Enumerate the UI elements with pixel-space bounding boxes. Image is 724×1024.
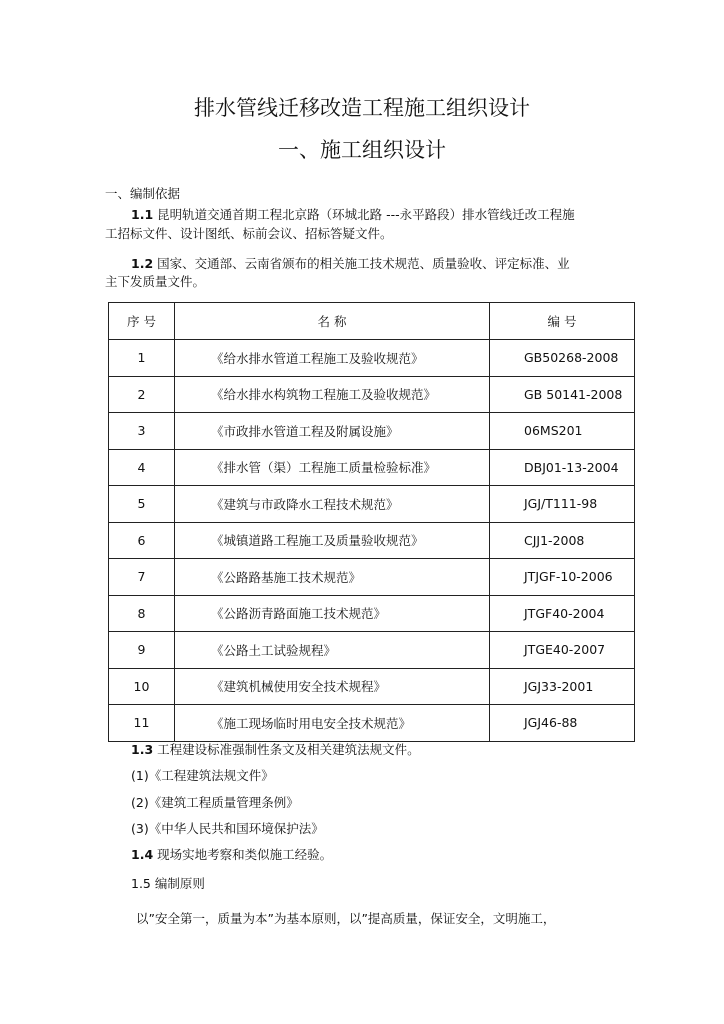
header-no: 序 号 [109, 303, 175, 340]
section-heading: 一、编制依据 [105, 186, 181, 201]
item-1-5-heading: 1.5 编制原则 [131, 876, 205, 891]
table-row [109, 668, 635, 705]
document-title: 排水管线迁移改造工程施工组织设计 [194, 96, 530, 120]
row-no: 5 [109, 486, 175, 523]
table-row [109, 340, 635, 377]
row-name: 《公路沥青路面施工技术规范》 [175, 595, 490, 632]
item-1-3-number: 1.3 [131, 742, 154, 757]
row-code: DBJ01-13-2004 [490, 449, 635, 486]
standards-table [108, 302, 635, 742]
item-1-1-text: 昆明轨道交通首期工程北京路（环城北路 ---永平路段）排水管线迁改工程施 [153, 207, 575, 222]
item-1-2-line1 [131, 256, 570, 272]
item-1-1-line2: 工招标文件、设计图纸、标前会议、招标答疑文件。 [105, 226, 393, 241]
row-no: 3 [109, 413, 175, 450]
principle-paragraph: 以”安全第一，质量为本”为基本原则，以”提高质量，保证安全，文明施工， [136, 911, 556, 926]
row-code: JGJ46-88 [490, 705, 635, 742]
row-code: JTGE40-2007 [490, 632, 635, 669]
row-no: 1 [109, 340, 175, 377]
item-1-4 [131, 847, 332, 863]
law-item: (3)《中华人民共和国环境保护法》 [131, 821, 324, 836]
table-row [109, 486, 635, 523]
table-header-row [109, 303, 635, 340]
row-no: 7 [109, 559, 175, 596]
row-name: 《公路土工试验规程》 [175, 632, 490, 669]
row-name: 《建筑机械使用安全技术规程》 [175, 668, 490, 705]
table-row [109, 705, 635, 742]
table-row [109, 522, 635, 559]
row-name: 《给水排水管道工程施工及验收规范》 [175, 340, 490, 377]
row-name: 《市政排水管道工程及附属设施》 [175, 413, 490, 450]
header-code: 编 号 [490, 303, 635, 340]
law-item: (2)《建筑工程质量管理条例》 [131, 795, 299, 810]
table-row [109, 559, 635, 596]
table-row [109, 632, 635, 669]
row-no: 4 [109, 449, 175, 486]
item-1-3-text: 工程建设标准强制性条文及相关建筑法规文件。 [153, 742, 420, 757]
item-1-1-line1 [131, 207, 575, 223]
table-row [109, 449, 635, 486]
document-subtitle: 一、施工组织设计 [278, 138, 446, 162]
table-row [109, 595, 635, 632]
row-code: GB50268-2008 [490, 340, 635, 377]
item-1-4-text: 现场实地考察和类似施工经验。 [153, 847, 333, 862]
row-no: 8 [109, 595, 175, 632]
table-row [109, 376, 635, 413]
row-no: 11 [109, 705, 175, 742]
item-1-2-number: 1.2 [131, 256, 154, 271]
row-code: CJJ1-2008 [490, 522, 635, 559]
row-name: 《施工现场临时用电安全技术规范》 [175, 705, 490, 742]
row-no: 10 [109, 668, 175, 705]
row-name: 《排水管（渠）工程施工质量检验标准》 [175, 449, 490, 486]
item-1-4-number: 1.4 [131, 847, 154, 862]
row-no: 2 [109, 376, 175, 413]
row-name: 《建筑与市政降水工程技术规范》 [175, 486, 490, 523]
row-code: GB 50141-2008 [490, 376, 635, 413]
law-item: (1)《工程建筑法规文件》 [131, 768, 274, 783]
row-code: JGJ33-2001 [490, 668, 635, 705]
row-code: JTGF40-2004 [490, 595, 635, 632]
item-1-3 [131, 742, 420, 758]
row-code: JTJGF-10-2006 [490, 559, 635, 596]
row-no: 6 [109, 522, 175, 559]
row-name: 《公路路基施工技术规范》 [175, 559, 490, 596]
row-no: 9 [109, 632, 175, 669]
table-row [109, 413, 635, 450]
header-name: 名 称 [175, 303, 490, 340]
item-1-1-number: 1.1 [131, 207, 154, 222]
row-code: 06MS201 [490, 413, 635, 450]
row-name: 《城镇道路工程施工及质量验收规范》 [175, 522, 490, 559]
row-name: 《给水排水构筑物工程施工及验收规范》 [175, 376, 490, 413]
row-code: JGJ/T111-98 [490, 486, 635, 523]
item-1-2-line2: 主下发质量文件。 [105, 274, 206, 289]
item-1-2-text: 国家、交通部、云南省颁布的相关施工技术规范、质量验收、评定标准、业 [153, 256, 570, 271]
